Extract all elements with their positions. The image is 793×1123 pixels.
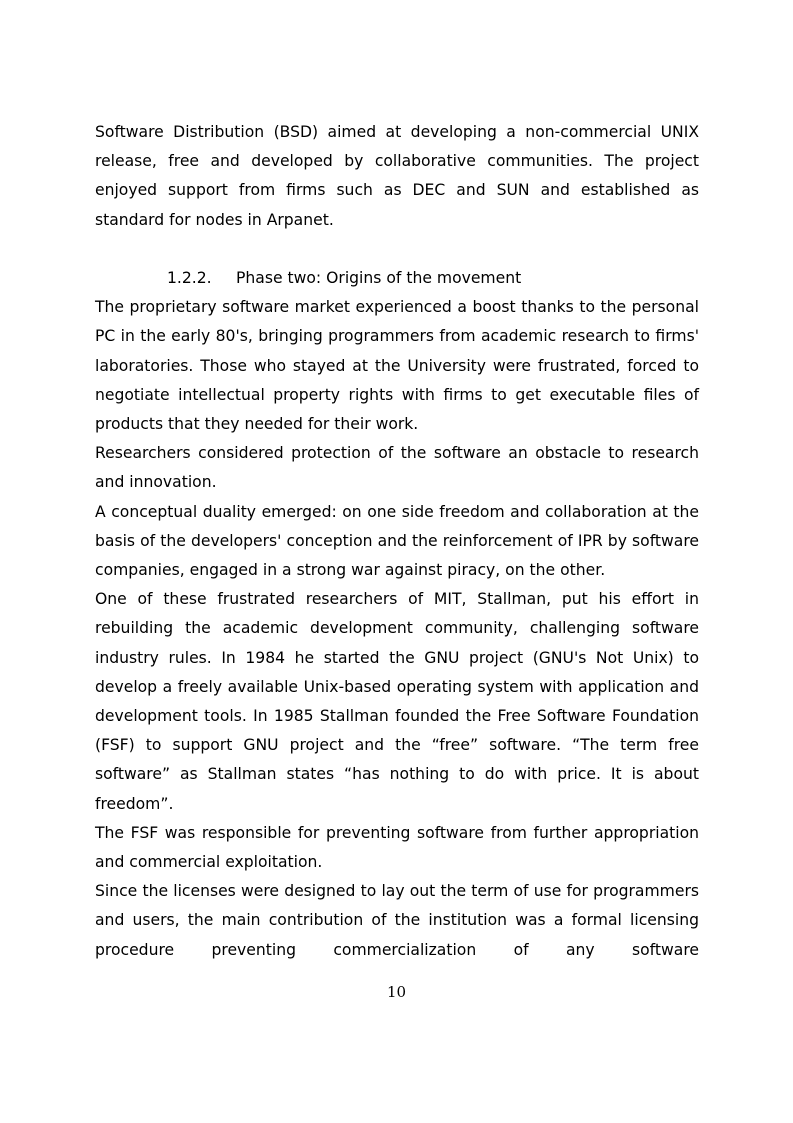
opening-paragraph: Software Distribution (BSD) aimed at developing a non-commercial UNIX release, free and developed by collaborative communities. The project enjoyed support from firms such as DEC and SUN and established as standard for nodes in Arpanet. xyxy=(95,123,699,229)
body-text xyxy=(95,118,699,965)
paragraph-2: Researchers considered protection of the software an obstacle to research and innovation. xyxy=(95,444,699,492)
section-number: 1.2.2. xyxy=(167,269,212,287)
paragraph-4: One of these frustrated researchers of MIT, Stallman, put his effort in rebuilding the academic development community, challenging software industry rules. In 1984 he started the GNU project (GNU's Not Unix) to develop a freely available Unix-based operating system with application and development tools. In 1985 Stallman founded the Free Software Foundation (FSF) to support GNU project and the “free” software. “The term free software” as Stallman states “has nothing to do with price. It is about freedom”. xyxy=(95,590,699,813)
section-title: Phase two: Origins of the movement xyxy=(236,269,522,287)
paragraph-1: The proprietary software market experienced a boost thanks to the personal PC in the early 80's, bringing programmers from academic research to firms' laboratories. Those who stayed at the University were frustrated, forced to negotiate intellectual property rights with firms to get executable files of products that they needed for their work. xyxy=(95,298,699,434)
section-heading xyxy=(95,264,699,293)
paragraph-spacer xyxy=(95,235,699,264)
paragraph-5: The FSF was responsible for preventing software from further appropriation and commercial exploitation. xyxy=(95,823,699,872)
page-number: 10 xyxy=(386,983,407,1001)
paragraph-6: Since the licenses were designed to lay out the term of use for programmers and users, the main contribution of the institution was a formal licensing procedure preventing commercialization of any software xyxy=(95,882,699,959)
paragraph-3: A conceptual duality emerged: on one side freedom and collaboration at the basis of the developers' conception and the reinforcement of IPR by software companies, engaged in a strong war against piracy, on the other. xyxy=(95,502,699,580)
